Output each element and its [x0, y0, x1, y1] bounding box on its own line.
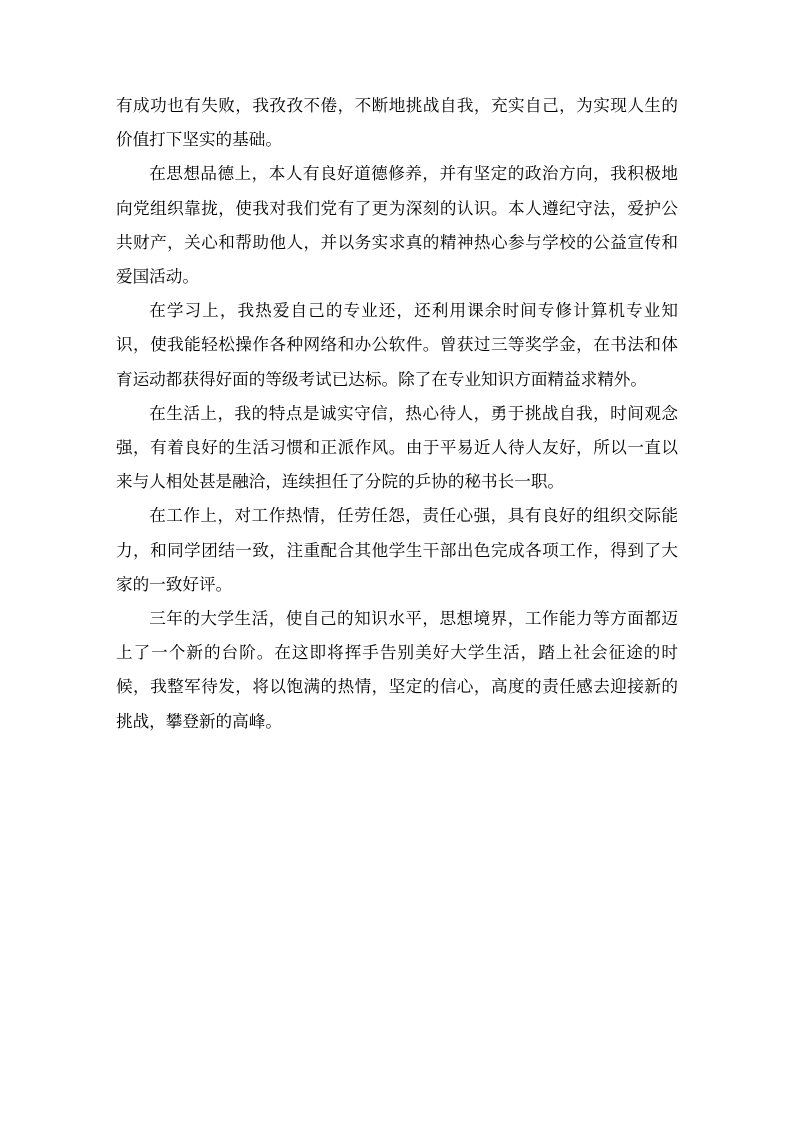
document-body [116, 89, 678, 739]
paragraph-ideology: 在思想品德上，本人有良好道德修养，并有坚定的政治方向，我积极地向党组织靠拢，使我对我们党有了更为深刻的认识。本人遵纪守法，爱护公共财产，关心和帮助他人，并以务实求真的精神热心参与学校的公益宣传和爱国活动。 [116, 164, 678, 287]
paragraph-life: 在生活上，我的特点是诚实守信，热心待人，勇于挑战自我，时间观念强，有着良好的生活习惯和正派作风。由于平易近人待人友好，所以一直以来与人相处甚是融洽，连续担任了分院的乒协的秘书长一职。 [116, 403, 678, 492]
paragraph-continuation: 有成功也有失败，我孜孜不倦，不断地挑战自我，充实自己，为实现人生的价值打下坚实的基础。 [116, 96, 678, 150]
paragraph-work: 在工作上，对工作热情，任劳任怨，责任心强，具有良好的组织交际能力，和同学团结一致，注重配合其他学生干部出色完成各项工作，得到了大家的一致好评。 [116, 506, 678, 594]
paragraph-study: 在学习上，我热爱自己的专业还，还利用课余时间专修计算机专业知识，使我能轻松操作各种网络和办公软件。曾获过三等奖学金，在书法和体育运动都获得好面的等级考试已达标。除了在专业知识方面精益求精外。 [116, 301, 678, 389]
paragraph-conclusion: 三年的大学生活，使自己的知识水平，思想境界，工作能力等方面都迈上了一个新的台阶。在这即将挥手告别美好大学生活，踏上社会征途的时候，我整军待发，将以饱满的热情，坚定的信心，高度的责任感去迎接新的挑战，攀登新的高峰。 [116, 609, 678, 731]
